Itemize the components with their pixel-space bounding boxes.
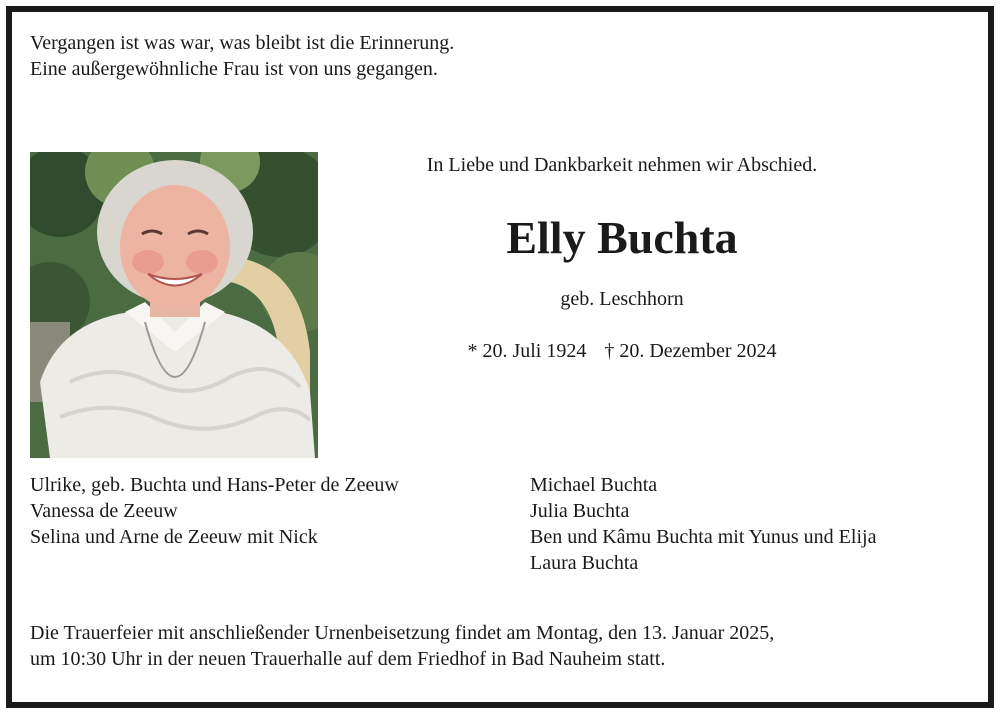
mourners-right-column [530, 472, 876, 576]
mourner-entry: Laura Buchta [530, 552, 639, 574]
service-line-1: Die Trauerfeier mit anschließender Urnenbeisetzung findet am Montag, den 13. Januar 2025, [30, 622, 775, 644]
service-line-2: um 10:30 Uhr in der neuen Trauerhalle auf dem Friedhof in Bad Nauheim statt. [30, 648, 666, 670]
mourner-entry: Ulrike, geb. Buchta und Hans-Peter de Zeeuw [30, 474, 399, 496]
death-date: † 20. Dezember 2024 [604, 340, 777, 362]
motto-line-2: Eine außergewöhnliche Frau ist von uns gegangen. [30, 58, 438, 80]
intro-text: In Liebe und Dankbarkeit nehmen wir Abschied. [426, 154, 818, 176]
mourner-entry: Vanessa de Zeeuw [30, 500, 178, 522]
mourner-entry: Julia Buchta [530, 500, 630, 522]
birth-date: * 20. Juli 1924 [467, 340, 587, 362]
deceased-name: Elly Buchta [506, 212, 738, 263]
portrait-photo [30, 152, 318, 458]
life-dates [352, 338, 892, 364]
motto-line-1: Vergangen ist was war, was bleibt ist die Erinnerung. [30, 32, 455, 54]
mourner-entry: Michael Buchta [530, 474, 658, 496]
mourners-left-column [30, 472, 399, 550]
funeral-service-info [30, 620, 774, 672]
mourner-entry: Selina und Arne de Zeeuw mit Nick [30, 526, 318, 548]
mourner-entry: Ben und Kâmu Buchta mit Yunus und Elija [530, 526, 877, 548]
maiden-name: geb. Leschhorn [560, 288, 684, 310]
motto [30, 30, 454, 82]
